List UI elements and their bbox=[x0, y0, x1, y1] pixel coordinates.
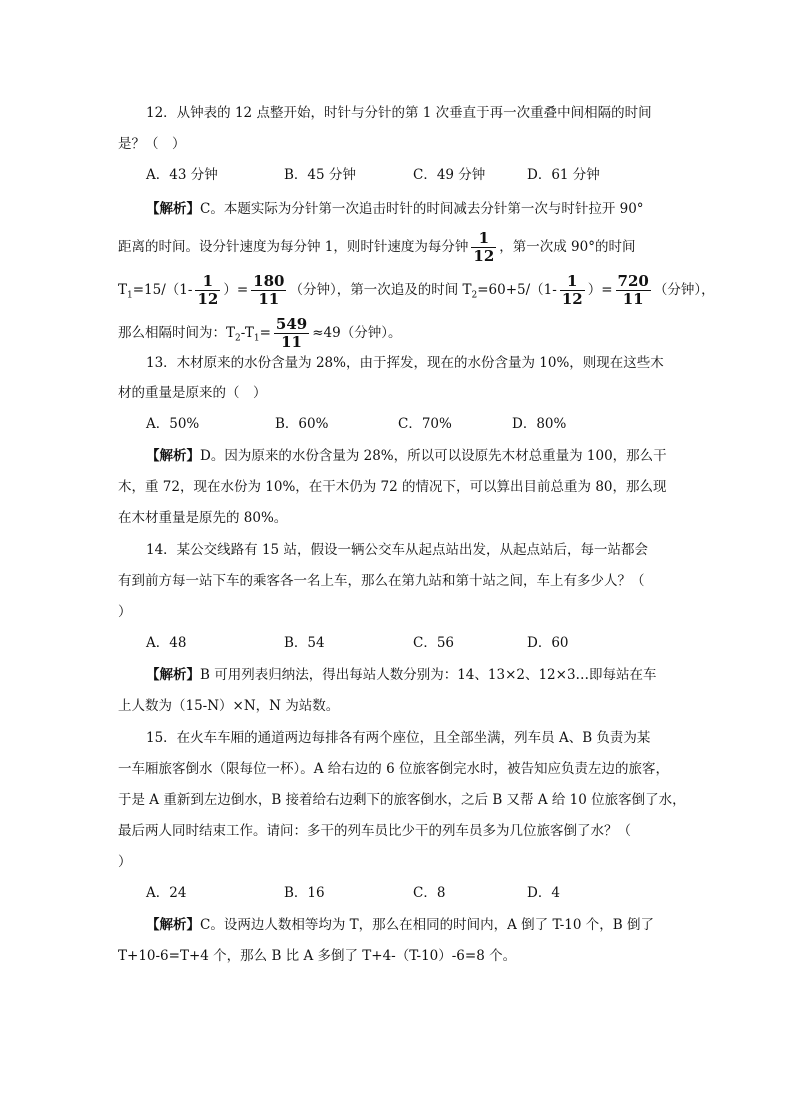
fraction-180-11: $\frac{180}{11}$ bbox=[253, 272, 285, 308]
q14-stem-line-2: 有到前方每一站下车的乘客各一名上车，那么在第九站和第十站之间，车上有多少人？（ bbox=[118, 573, 645, 589]
q14-stem-line-3: ） bbox=[118, 604, 132, 620]
fraction-549-11: $\frac{549}{11}$ bbox=[275, 315, 308, 351]
q12-analysis-line-1 bbox=[146, 199, 706, 219]
q15-stem-line-3: 于是 A 重新到左边倒水，B 接着给右边剩下的旅客倒水，之后 B 又帮 A 给 10 位旅客倒了水， bbox=[118, 792, 686, 808]
q14-option-d: D．60 bbox=[527, 635, 569, 651]
q13-analysis-line-3: 在木材重量是原先的 80%。 bbox=[118, 510, 288, 526]
q15-stem-line-2: 一车厢旅客倒水（限每位一杯）。A 给右边的 6 位旅客倒完水时，被告知应负责左边的旅客， bbox=[118, 761, 669, 777]
q15-analysis-tag: 【解析】 bbox=[146, 917, 200, 933]
q13-analysis-tag: 【解析】 bbox=[146, 448, 200, 464]
q15-option-c: C．8 bbox=[413, 885, 446, 901]
q15-analysis-line-1: 【解析】C。设两边人数相等均为 T，那么在相同的时间内，A 倒了 T-10 个，B 倒了 bbox=[146, 917, 654, 933]
q13-option-a: A．50% bbox=[146, 416, 200, 432]
q12-analysis-line-3: $T_1=15/(1-$ $\frac{1}{12}$ ）= $\frac{180}{11}$ （分钟），第一次追及的时间 $T_2=60+5/(1-$ $\frac{1}{12}$ ）= $\frac{720}{11}$ （分钟）， bbox=[118, 272, 715, 308]
q13-option-c: C．70% bbox=[398, 416, 452, 432]
q15-stem-line-4: 最后两人同时结束工作。请问：多干的列车员比少干的列车员多为几位旅客倒了水？（ bbox=[118, 823, 631, 839]
fraction-one-twelfth: $\frac{1}{12}$ bbox=[197, 272, 219, 308]
q12-stem-line-1: 12．从钟表的 12 点整开始，时针与分针的第 1 次垂直于再一次重叠中间相隔的时间 bbox=[146, 105, 652, 121]
q12-analysis-tag: 【解析】 bbox=[146, 201, 200, 217]
q12-analysis-text-2a: 距离的时间。设分针速度为每分钟 1，则时针速度为每分钟 bbox=[118, 239, 469, 255]
fraction-one-twelfth: $\frac{1}{12}$ bbox=[561, 272, 583, 308]
q15-stem-line-1: 15．在火车车厢的通道两边每排各有两个座位，且全部坐满，列车员 A、B 负责为某 bbox=[146, 730, 651, 746]
q14-stem-line-1: 14．某公交线路有 15 站，假设一辆公交车从起点站出发，从起点站后，每一站都会 bbox=[146, 542, 648, 558]
q15-analysis-line-2: T+10-6=T+4 个，那么 B 比 A 多倒了 T+4-（T-10）-6=8 个。 bbox=[118, 948, 517, 964]
q12-option-a: A．43 分钟 bbox=[146, 167, 218, 183]
q14-option-b: B．54 bbox=[284, 635, 325, 651]
q14-option-c: C．56 bbox=[413, 635, 455, 651]
q12-analysis-text-1: C。本题实际为分针第一次追击时针的时间减去分针第一次与时针拉开 90° bbox=[200, 201, 644, 217]
q12-option-d: D．61 分钟 bbox=[527, 167, 600, 183]
q12-analysis-line-4: 那么相隔时间为：$T_2-T_1=$ $\frac{549}{11}$ ≈49（分钟）。 bbox=[118, 315, 402, 351]
q15-option-b: B．16 bbox=[284, 885, 325, 901]
q12-analysis-text-2b: ，第一次成 90°的时间 bbox=[499, 239, 636, 255]
q13-analysis-line-1: 【解析】D。因为原来的水份含量为 28%，所以可以设原先木材总重量为 100，那么干 bbox=[146, 448, 667, 464]
q13-option-b: B．60% bbox=[275, 416, 329, 432]
q14-analysis-line-1: 【解析】B 可用列表归纳法，得出每站人数分别为：14、13×2、12×3…即每站在车 bbox=[146, 667, 657, 683]
q12-stem-line-2: 是？（ ） bbox=[118, 136, 186, 152]
q12-option-c: C．49 分钟 bbox=[413, 167, 486, 183]
fraction-720-11: $\frac{720}{11}$ bbox=[617, 272, 649, 308]
q15-option-a: A．24 bbox=[146, 885, 187, 901]
q13-stem-line-2: 材的重量是原来的（ ） bbox=[118, 385, 267, 401]
q14-option-a: A．48 bbox=[146, 635, 187, 651]
q15-stem-line-5: ） bbox=[118, 854, 132, 870]
q14-analysis-line-2: 上人数为（15-N）×N，N 为站数。 bbox=[118, 698, 340, 714]
q13-option-d: D．80% bbox=[512, 416, 567, 432]
q12-analysis-line-2 bbox=[118, 230, 678, 265]
fraction-one-twelfth: $\frac{1}{12}$ bbox=[473, 229, 495, 265]
q13-stem-line-1: 13．木材原来的水份含量为 28%，由于挥发，现在的水份含量为 10%，则现在这些木 bbox=[146, 355, 664, 371]
q15-option-d: D．4 bbox=[527, 885, 560, 901]
q13-analysis-line-2: 木，重 72，现在水份为 10%，在干木仍为 72 的情况下，可以算出目前总重为 80，那么现 bbox=[118, 479, 667, 495]
q14-analysis-tag: 【解析】 bbox=[146, 667, 200, 683]
q12-option-b: B．45 分钟 bbox=[284, 167, 356, 183]
